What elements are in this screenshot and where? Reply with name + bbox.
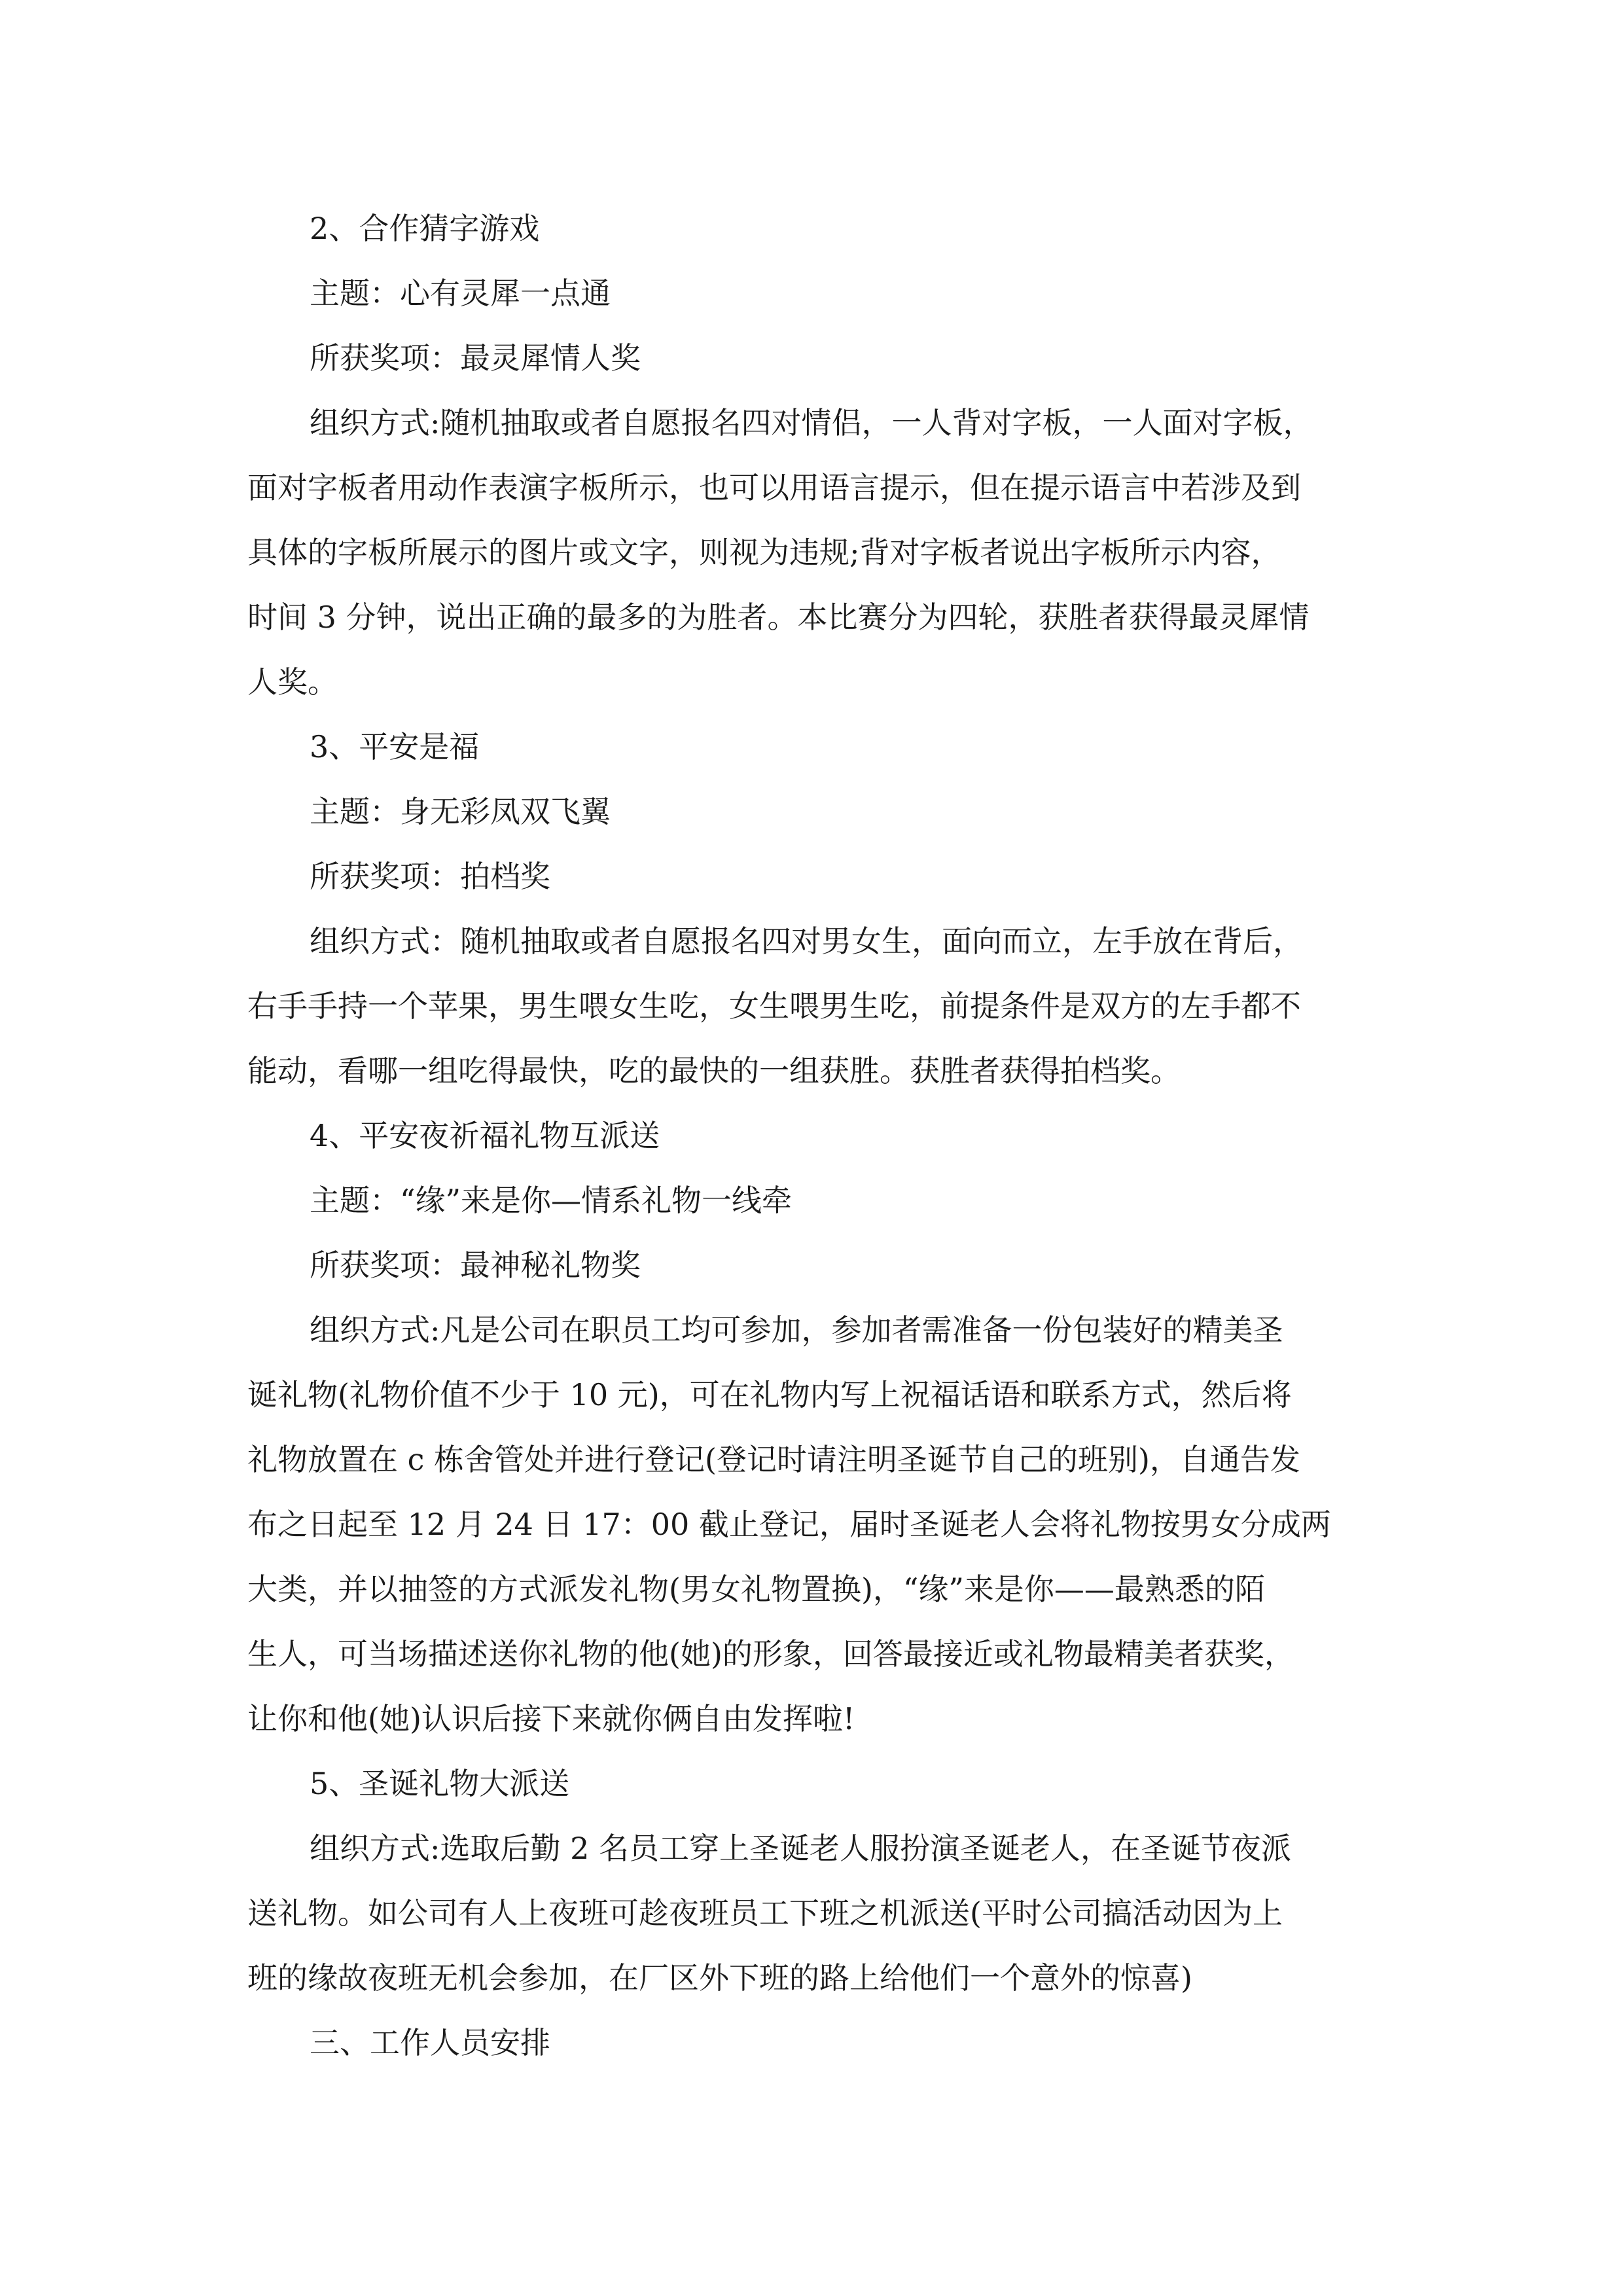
- paragraph-line: 让你和他(她)认识后接下来就你俩自由发挥啦!: [247, 1701, 855, 1736]
- paragraph-line: 面对字板者用动作表演字板所示，也可以用语言提示，但在提示语言中若涉及到: [247, 470, 1301, 505]
- paragraph-line: 右手手持一个苹果，男生喂女生吃，女生喂男生吃，前提条件是双方的左手都不: [247, 988, 1301, 1024]
- chapter-heading: 三、工作人员安排: [310, 2025, 550, 2060]
- section-theme: 主题：身无彩凤双飞翼: [310, 794, 611, 829]
- paragraph-line: 礼物放置在 c 栋舍管处并进行登记(登记时请注明圣诞节自己的班别)，自通告发: [247, 1442, 1300, 1477]
- paragraph-line: 生人，可当场描述送你礼物的他(她)的形象，回答最接近或礼物最精美者获奖，: [247, 1636, 1294, 1672]
- section-theme: 主题：心有灵犀一点通: [310, 276, 611, 311]
- section-method-paragraph: [247, 1298, 1374, 1751]
- paragraph-line: 送礼物。如公司有人上夜班可趁夜班员工下班之机派送(平时公司搞活动因为上: [247, 1895, 1283, 1931]
- paragraph-line: 人奖。: [247, 664, 338, 700]
- section-heading: 5、圣诞礼物大派送: [310, 1766, 570, 1801]
- section-method-paragraph: [247, 1816, 1374, 2011]
- section-heading: 4、平安夜祈福礼物互派送: [310, 1118, 660, 1153]
- paragraph-line: 时间 3 分钟，说出正确的最多的为胜者。本比赛分为四轮，获胜者获得最灵犀情: [247, 600, 1310, 635]
- paragraph-line: 大类，并以抽签的方式派发礼物(男女礼物置换)，“缘”来是你——最熟悉的陌: [247, 1571, 1265, 1607]
- section-award: 所获奖项：最神秘礼物奖: [310, 1247, 641, 1283]
- section-award: 所获奖项：拍档奖: [310, 859, 550, 894]
- section-theme: 主题：“缘”来是你—情系礼物一线牵: [310, 1183, 793, 1218]
- paragraph-line: 组织方式:凡是公司在职员工均可参加，参加者需准备一份包装好的精美圣: [310, 1312, 1283, 1348]
- section-heading: 2、合作猜字游戏: [310, 211, 540, 246]
- document-body: [247, 196, 1374, 2075]
- section-method-paragraph: [247, 909, 1374, 1103]
- paragraph-line: 组织方式:随机抽取或者自愿报名四对情侣，一人背对字板，一人面对字板，: [310, 405, 1313, 440]
- paragraph-line: 组织方式:选取后勤 2 名员工穿上圣诞老人服扮演圣诞老人，在圣诞节夜派: [310, 1831, 1292, 1866]
- paragraph-line: 布之日起至 12 月 24 日 17：00 截止登记，届时圣诞老人会将礼物按男女分成两: [247, 1507, 1331, 1542]
- paragraph-line: 班的缘故夜班无机会参加，在厂区外下班的路上给他们一个意外的惊喜): [247, 1960, 1192, 1996]
- section-method-paragraph: [247, 391, 1374, 715]
- paragraph-line: 能动，看哪一组吃得最快，吃的最快的一组获胜。获胜者获得拍档奖。: [247, 1053, 1181, 1088]
- paragraph-line: 诞礼物(礼物价值不少于 10 元)，可在礼物内写上祝福话语和联系方式，然后将: [247, 1377, 1292, 1412]
- paragraph-line: 具体的字板所展示的图片或文字，则视为违规;背对字板者说出字板所示内容，: [247, 535, 1281, 570]
- paragraph-line: 组织方式：随机抽取或者自愿报名四对男女生，面向而立，左手放在背后，: [310, 924, 1303, 959]
- section-award: 所获奖项：最灵犀情人奖: [310, 340, 641, 376]
- section-heading: 3、平安是福: [310, 729, 480, 764]
